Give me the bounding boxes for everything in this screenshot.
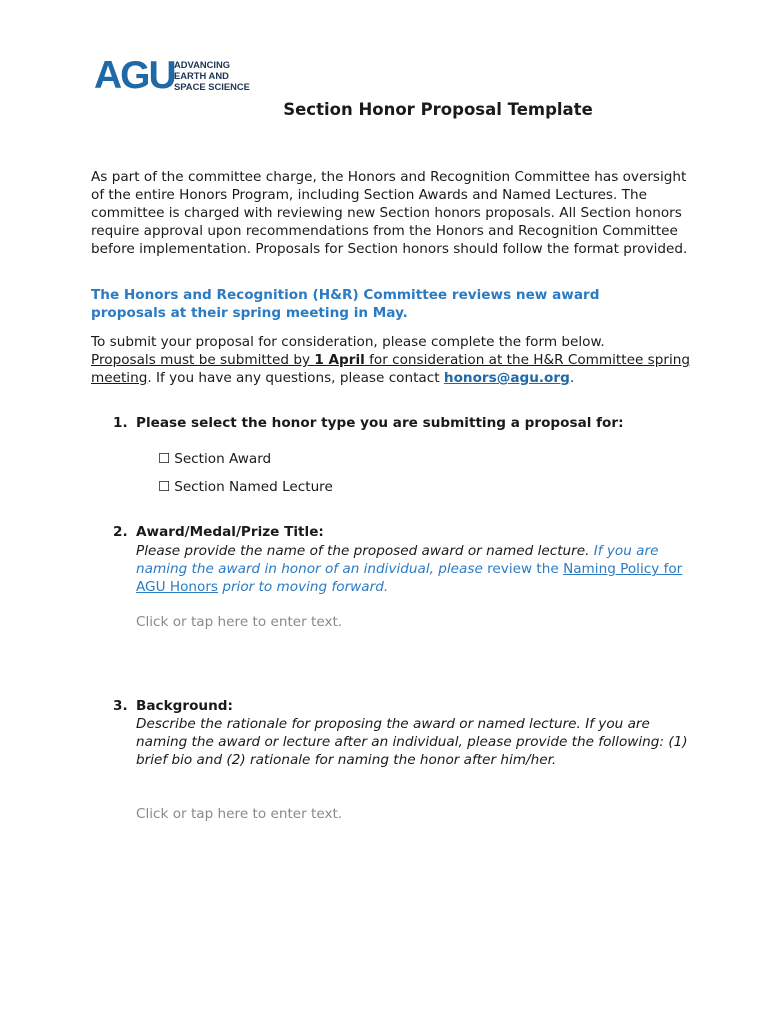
review-notice: The Honors and Recognition (H&R) Committee reviews new award proposals at their spring meeting in May. bbox=[91, 287, 600, 321]
deadline-prefix: Proposals must be submitted by bbox=[91, 352, 315, 368]
option-label: Section Named Lecture bbox=[174, 479, 333, 495]
question-label: Please select the honor type you are submitting a proposal for: bbox=[136, 415, 624, 431]
intro-paragraph: As part of the committee charge, the Honors and Recognition Committee has oversight of the entire Honors Program, including Section Awards and Named Lectures. The committee is charged with reviewing new Section honors proposals. All Section honors require approval upon recommendations from the Honors and Recognition Committee before implementation. Proposals for Section honors should follow the format provided. bbox=[91, 169, 688, 257]
contact-email-link[interactable]: honors@agu.org bbox=[443, 370, 570, 386]
checkbox-icon[interactable]: ☐ bbox=[158, 451, 171, 467]
question-3-instructions: Describe the rationale for proposing the award or named lecture. If you are naming the award or lecture after an individual, please provide the following: (1) brief bio and (2) rationale for naming the honor after him/her. bbox=[136, 716, 688, 768]
question-label: Background: bbox=[136, 698, 233, 714]
logo-wordmark: AGU bbox=[94, 54, 175, 97]
question-label: Award/Medal/Prize Title: bbox=[136, 524, 324, 540]
logo-tagline-line: ADVANCING bbox=[174, 59, 231, 70]
question-2-instructions bbox=[136, 542, 696, 596]
naming-policy-link[interactable]: Naming Policy for AGU Honors bbox=[136, 561, 683, 595]
sentence-end: . bbox=[569, 370, 575, 386]
question-number: 1. bbox=[113, 415, 128, 431]
question-number: 3. bbox=[113, 698, 128, 714]
option-label: Section Award bbox=[174, 451, 272, 467]
deadline-date: 1 April bbox=[314, 352, 365, 368]
award-title-input[interactable]: Click or tap here to enter text. bbox=[136, 614, 343, 630]
submit-line: To submit your proposal for consideration, please complete the form below. bbox=[91, 334, 605, 350]
question-2-heading bbox=[113, 523, 324, 541]
agu-logo bbox=[94, 54, 254, 97]
honor-type-option-section-award[interactable] bbox=[158, 450, 271, 468]
logo-tagline-line: EARTH AND bbox=[174, 70, 229, 81]
background-input[interactable]: Click or tap here to enter text. bbox=[136, 806, 343, 822]
instr-review-text: review the bbox=[487, 561, 564, 577]
question-number: 2. bbox=[113, 524, 128, 540]
instr-text: Please provide the name of the proposed award or named lecture. bbox=[136, 543, 594, 559]
deadline-suffix: for consideration at the H&R Committee spring meeting bbox=[91, 352, 690, 386]
contact-text: . If you have any questions, please contact bbox=[147, 370, 444, 386]
logo-tagline bbox=[174, 59, 250, 92]
instr-end-text: prior to moving forward. bbox=[218, 579, 389, 595]
page-title: Section Honor Proposal Template bbox=[283, 100, 593, 119]
logo-tagline-line: SPACE SCIENCE bbox=[174, 81, 250, 92]
question-3-heading bbox=[113, 697, 233, 715]
question-1-heading bbox=[113, 414, 624, 432]
instr-text-blue: If you are naming the award in honor of an individual, please bbox=[136, 543, 659, 577]
checkbox-icon[interactable]: ☐ bbox=[158, 479, 171, 495]
honor-type-option-named-lecture[interactable] bbox=[158, 478, 333, 496]
submission-instructions bbox=[91, 333, 691, 387]
